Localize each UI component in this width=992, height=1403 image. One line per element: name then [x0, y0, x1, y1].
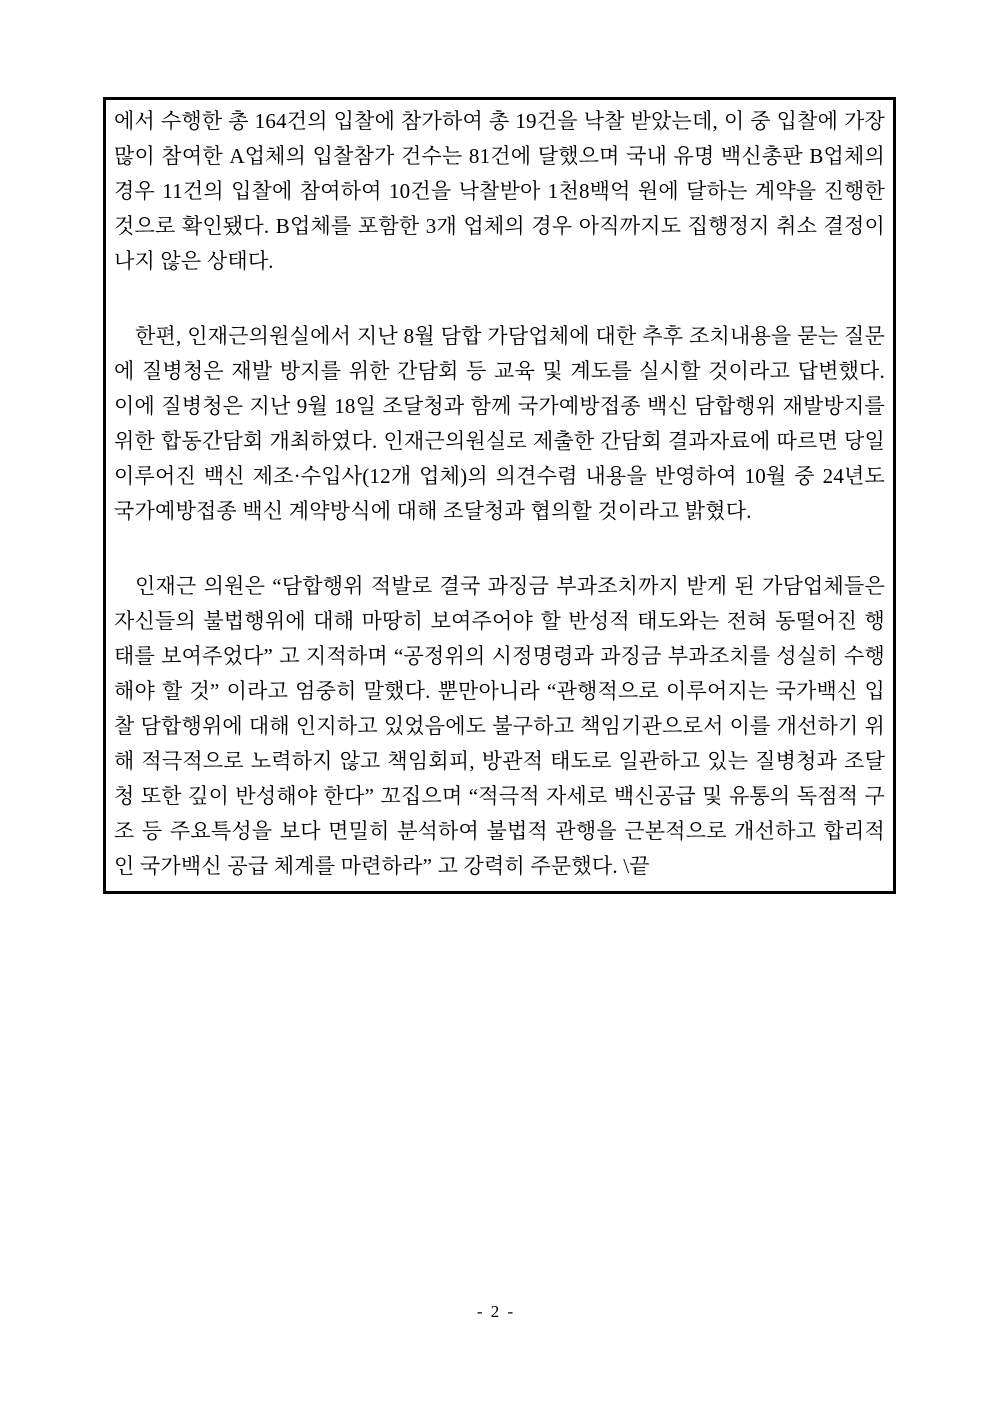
paragraph-lawmaker-statement: 인재근 의원은 “담합행위 적발로 결국 과징금 부과조치까지 받게 된 가담업체들은 자신들의 불법행위에 대해 마땅히 보여주어야 할 반성적 태도와는 전혀 동떨어진 행태를 보여주었다” 고 지적하며 “공정위의 시정명령과 과징금 부과조치를 성실히 수행해야 할 것” 이라고 엄중히 말했다. 뿐만아니라 “관행적으로 이루어지는 국가백신 입찰 담합행위에 대해 인지하고 있었음에도 불구하고 책임기관으로서 이를 개선하기 위해 적극적으로 노력하지 않고 책임회피, 방관적 태도로 일관하고 있는 질병청과 조달청 또한 깊이 반성해야 한다” 꼬집으며 “적극적 자세로 백신공급 및 유통의 독점적 구조 등 주요특성을 보다 면밀히 분석하여 불법적 관행을 근본적으로 개선하고 합리적인 국가백신 공급 체계를 마련하라” 고 강력히 주문했다. \끝	[114, 574, 885, 878]
paragraph-followup-measures: 한편, 인재근의원실에서 지난 8월 담합 가담업체에 대한 추후 조치내용을 묻는 질문에 질병청은 재발 방지를 위한 간담회 등 교육 및 계도를 실시할 것이라고 답변했다. 이에 질병청은 지난 9월 18일 조달청과 함께 국가예방접종 백신 담합행위 재발방지를 위한 합동간담회 개최하였다. 인재근의원실로 제출한 간담회 결과자료에 따르면 당일 이루어진 백신 제조·수입사(12개 업체)의 의견수렴 내용을 반영하여 10월 중 24년도 국가예방접종 백신 계약방식에 대해 조달청과 협의할 것이라고 밝혔다.	[114, 324, 885, 523]
paragraph-bid-results: 에서 수행한 총 164건의 입찰에 참가하여 총 19건을 낙찰 받았는데, 이 중 입찰에 가장 많이 참여한 A업체의 입찰참가 건수는 81건에 달했으며 국내 유명 백신총판 B업체의 경우 11건의 입찰에 참여하여 10건을 낙찰받아 1천8백억 원에 달하는 계약을 진행한 것으로 확인됐다. B업체를 포함한 3개 업체의 경우 아직까지도 집행정지 취소 결정이 나지 않은 상태다.	[114, 109, 885, 273]
page-number: - 2 -	[476, 1302, 516, 1321]
bordered-text-frame	[103, 97, 896, 894]
